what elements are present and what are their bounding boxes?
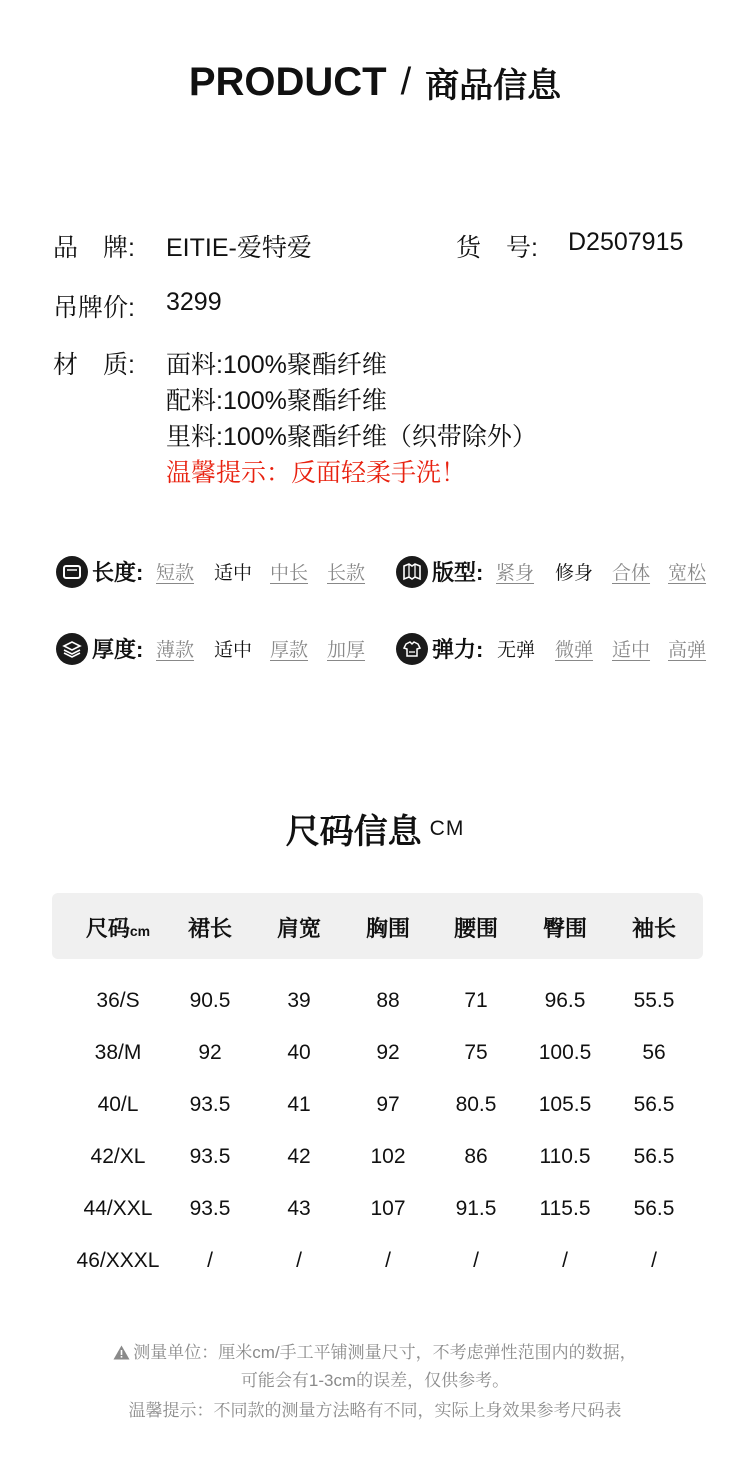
cell-chest: 88 [376, 989, 400, 1012]
title-english: PRODUCT [188, 60, 387, 104]
title-chinese: 商品信息 [425, 67, 562, 105]
cell-waist: 80.5 [455, 1093, 497, 1116]
cell-chest: 97 [376, 1093, 400, 1116]
option-medium: 适中 [214, 640, 253, 661]
option-long: 长款 [327, 563, 366, 584]
option-thin: 薄款 [156, 640, 195, 661]
header-shoulder: 肩宽 [276, 916, 322, 941]
warning-icon [113, 1345, 130, 1360]
cell-sleeve: 55.5 [633, 989, 675, 1012]
material-label: 材 质: [53, 351, 135, 379]
attribute-fit [396, 554, 716, 590]
option-tight: 紧身 [496, 563, 535, 584]
option-extra-thick: 加厚 [327, 640, 366, 661]
header-waist: 腰围 [453, 916, 499, 941]
cell-chest: / [385, 1249, 391, 1272]
option-medium-stretch: 适中 [612, 640, 651, 661]
cell-hip: 100.5 [538, 1041, 592, 1064]
cell-size: 46/XXXL [76, 1249, 160, 1272]
header-size: 尺码cm [85, 916, 151, 941]
material-line: 面料:100%聚酯纤维 [166, 351, 387, 379]
thickness-icon [56, 633, 88, 665]
note-line-2: 可能会有1-3cm的误差，仅供参考。 [240, 1371, 510, 1390]
cell-shoulder: 39 [287, 989, 311, 1012]
cell-size: 36/S [96, 989, 140, 1012]
cell-sleeve: 56.5 [633, 1093, 675, 1116]
cell-shoulder: 40 [287, 1041, 311, 1064]
option-loose: 宽松 [668, 563, 707, 584]
attribute-label: 厚度: [92, 637, 144, 662]
option-regular: 合体 [612, 563, 651, 584]
cell-shoulder: 43 [287, 1197, 311, 1220]
length-icon [56, 556, 88, 588]
elasticity-icon [396, 633, 428, 665]
size-title-text: 尺码信息 [285, 813, 422, 851]
cell-size: 40/L [97, 1093, 139, 1116]
cell-skirt-length: / [207, 1249, 213, 1272]
cell-waist: / [473, 1249, 479, 1272]
header-hip: 臀围 [542, 916, 588, 941]
attribute-length [56, 554, 376, 590]
cell-sleeve: / [651, 1249, 657, 1272]
brand-label: 品 牌: [53, 234, 135, 262]
material-line: 里料:100%聚酯纤维（织带除外） [166, 423, 537, 451]
note-line-1: 测量单位：厘米cm/手工平铺测量尺寸，不考虑弹性范围内的数据， [133, 1343, 637, 1362]
cell-skirt-length: 92 [198, 1041, 222, 1064]
cell-waist: 91.5 [455, 1197, 497, 1220]
cell-sleeve: 56.5 [633, 1145, 675, 1168]
size-table-header [52, 893, 703, 959]
size-title-unit: CM [429, 816, 465, 840]
option-slight-stretch: 微弹 [555, 640, 594, 661]
header-sleeve: 袖长 [631, 916, 677, 941]
price-label: 吊牌价: [53, 294, 135, 322]
cell-waist: 86 [464, 1145, 488, 1168]
title-separator: / [400, 61, 412, 103]
cell-shoulder: 41 [287, 1093, 311, 1116]
cell-skirt-length: 93.5 [189, 1093, 231, 1116]
brand-value: EITIE-爱特爱 [166, 234, 312, 262]
measurement-note [0, 1338, 750, 1363]
attribute-elasticity [396, 631, 716, 667]
cell-sleeve: 56 [642, 1041, 666, 1064]
sku-value: D2507915 [568, 228, 684, 256]
cell-skirt-length: 93.5 [189, 1197, 231, 1220]
cell-skirt-length: 93.5 [189, 1145, 231, 1168]
option-short: 短款 [156, 563, 195, 584]
cell-chest: 92 [376, 1041, 400, 1064]
option-slim: 修身 [555, 563, 594, 584]
price-value: 3299 [166, 288, 222, 316]
cell-chest: 102 [370, 1145, 406, 1168]
cell-hip: 110.5 [539, 1145, 591, 1168]
attribute-thickness [56, 631, 376, 667]
attribute-label: 长度: [92, 560, 144, 585]
cell-shoulder: 42 [287, 1145, 311, 1168]
page-title [0, 58, 750, 107]
attribute-label: 弹力: [432, 637, 484, 662]
cell-hip: 105.5 [538, 1093, 592, 1116]
cell-shoulder: / [296, 1249, 302, 1272]
cell-hip: / [562, 1249, 568, 1272]
cell-chest: 107 [370, 1197, 406, 1220]
cell-sleeve: 56.5 [633, 1197, 675, 1220]
cell-size: 38/M [94, 1041, 142, 1064]
option-medium: 适中 [214, 563, 253, 584]
sku-label: 货 号: [456, 234, 538, 262]
cell-skirt-length: 90.5 [189, 989, 231, 1012]
material-line: 配料:100%聚酯纤维 [166, 387, 387, 415]
cell-waist: 75 [464, 1041, 488, 1064]
cell-hip: 115.5 [539, 1197, 591, 1220]
size-section-title [0, 804, 750, 853]
option-no-stretch: 无弹 [497, 640, 536, 661]
option-high-stretch: 高弹 [668, 640, 707, 661]
care-note: 温馨提示：反面轻柔手洗！ [166, 459, 467, 487]
fit-icon [396, 556, 428, 588]
cell-size: 42/XL [90, 1145, 146, 1168]
header-skirt-length: 裙长 [187, 916, 233, 941]
option-thick: 厚款 [270, 640, 309, 661]
header-chest: 胸围 [365, 916, 411, 941]
option-midlength: 中长 [270, 563, 309, 584]
cell-size: 44/XXL [83, 1197, 153, 1220]
attribute-label: 版型: [432, 560, 484, 585]
note-line-3: 温馨提示：不同款的测量方法略有不同，实际上身效果参考尺码表 [128, 1401, 622, 1420]
cell-hip: 96.5 [544, 989, 586, 1012]
cell-waist: 71 [464, 989, 488, 1012]
